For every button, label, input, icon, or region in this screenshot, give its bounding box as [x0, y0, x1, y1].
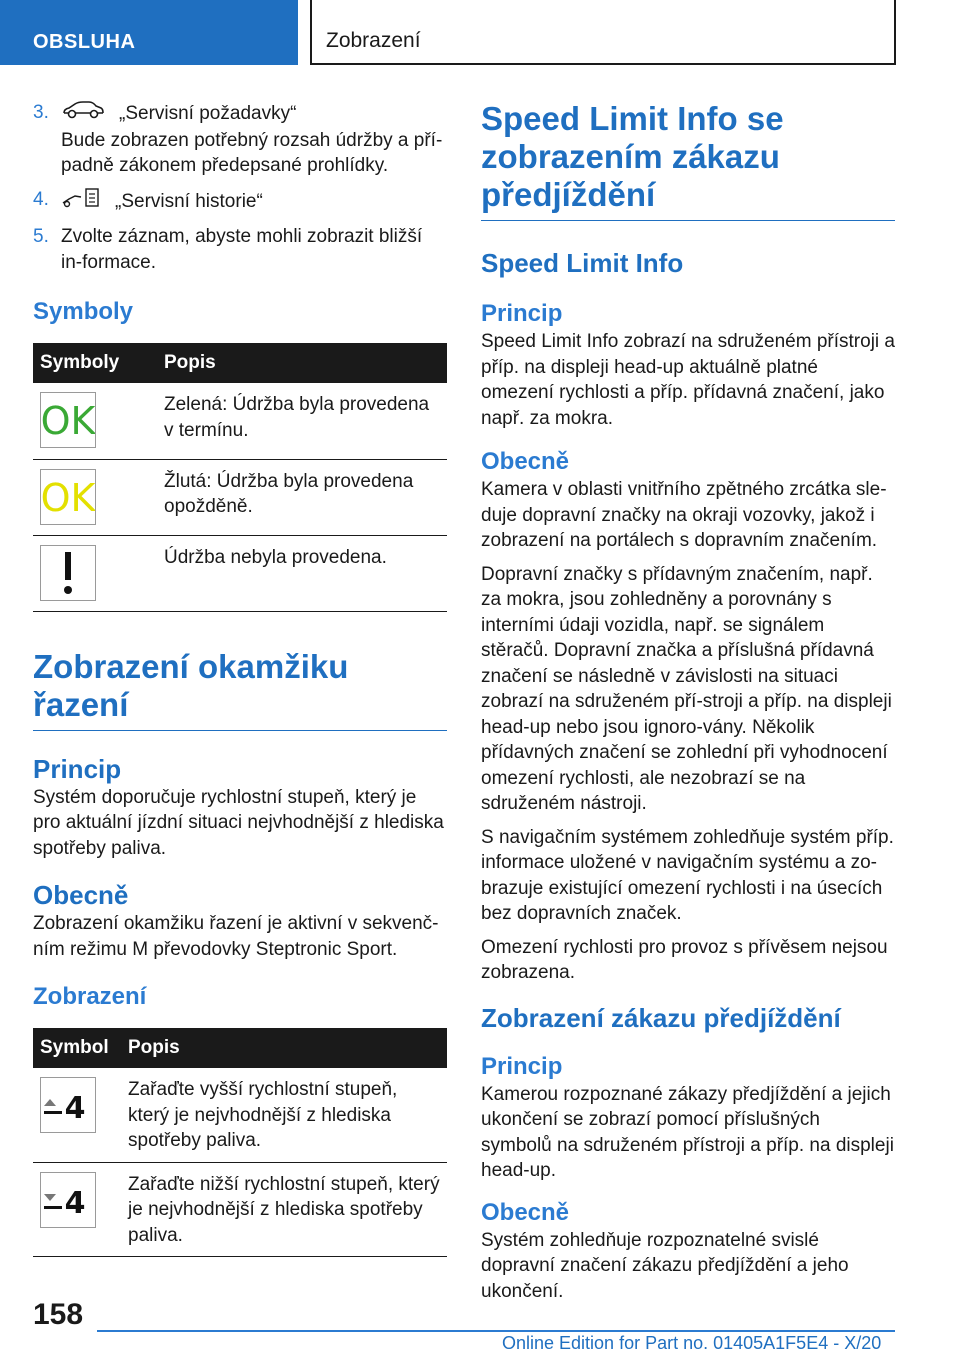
shift-obecne-heading: Obecně	[33, 880, 129, 910]
step-number: 3.	[33, 102, 49, 123]
svg-text:OK: OK	[41, 400, 95, 440]
gear-down-icon	[40, 1172, 96, 1228]
car-history-icon	[61, 187, 101, 217]
chapter-title: Zobrazení	[326, 29, 421, 52]
ok-green-icon	[40, 392, 96, 448]
sli-princip-heading: Princip	[481, 300, 563, 327]
table-header: Symboly	[33, 343, 157, 383]
paragraph: Systém doporučuje rychlostní stupeň, který je pro aktuální jízdní situaci nejvhodnější z hlediska spotřeby paliva.	[33, 786, 444, 859]
step-number: 5.	[33, 226, 49, 247]
section-tab	[0, 0, 298, 65]
shift-princip-heading: Princip	[33, 753, 122, 784]
table-row	[33, 535, 447, 611]
exclamation-icon	[40, 545, 96, 601]
car-service-icon	[61, 100, 105, 128]
paragraph: Kamera v oblasti vnitřního zpětného zrcátka sle-duje dopravní značky na okraji vozovky, jakož i zobrazení na portálech s dopravním značením.	[481, 479, 887, 551]
step-text: Zvolte záznam, abyste mohli zobrazit bližší in-formace.	[61, 226, 423, 273]
speed-title-block	[481, 100, 895, 221]
zakaz-princip-heading: Princip	[481, 1052, 563, 1080]
table-row	[33, 383, 447, 459]
footer-divider	[97, 1330, 895, 1332]
table-header: Popis	[121, 1028, 447, 1068]
step-item	[33, 224, 447, 275]
gear-up-icon	[40, 1077, 96, 1133]
paragraph: Omezení rychlosti pro provoz s přívěsem nejsou zobrazena.	[481, 936, 888, 983]
sli-obecne-heading: Obecně	[481, 448, 570, 475]
step-text: „Servisní historie“	[115, 190, 263, 212]
right-column	[481, 100, 895, 1312]
edition-text: Online Edition for Part no. 01405A1F5E4 - X/20	[502, 1333, 882, 1353]
table-header: Popis	[157, 343, 447, 383]
ok-yellow-icon	[40, 469, 96, 525]
sli-heading: Speed Limit Info	[481, 248, 684, 278]
shift-title-block	[33, 648, 447, 731]
speed-title: Speed Limit Info se zobrazením zákazu předjíždění	[481, 100, 784, 213]
table-cell: Zařaďte vyšší rychlostní stupeň, který je nejvhodnější z hlediska spotřeby paliva.	[121, 1068, 447, 1162]
zakaz-obecne-heading: Obecně	[481, 1198, 570, 1226]
shift-table	[33, 1028, 447, 1257]
table-row	[33, 1162, 447, 1257]
step-item	[33, 187, 447, 217]
step-number: 4.	[33, 188, 49, 210]
step-subtext: Bude zobrazen potřebný rozsah údržby a pří-padně zákonem předepsané prohlídky.	[61, 129, 443, 176]
table-cell: Zařaďte nižší rychlostní stupeň, který je nejvhodnější z hlediska spotřeby paliva.	[121, 1162, 447, 1257]
chapter-tab	[310, 0, 896, 65]
shift-title: Zobrazení okamžiku řazení	[33, 647, 349, 723]
svg-text:OK: OK	[41, 476, 95, 517]
paragraph: Speed Limit Info zobrazí na sdruženém přístroji a příp. na displeji head-up aktuálně platné omezení rychlosti a příp. přídavná značení, jako např. za mokra.	[481, 331, 895, 429]
table-row	[33, 459, 447, 535]
paragraph: Systém zohledňuje rozpoznatelné svislé dopravní značení zákazu předjíždění a jeho ukončení.	[481, 1229, 849, 1302]
step-item	[33, 100, 447, 179]
symbols-heading: Symboly	[33, 298, 134, 325]
paragraph: Dopravní značky s přídavným značením, např. za mokra, jsou zohledněny a porovnány s interními údaji vozidla, např. se signálem stěračů. Dopravní značka a příslušná přídavná značení se následně v závislosti na situaci zobrazí na sdruženém pří-stroji a příp. na displeji head-up nebo jsou ignoro-vány. Několik přídavných značení se zohlední při vyhodnocení omezení rychlosti, ale nezobrazí se na sdruženém nástroji.	[481, 563, 892, 814]
section-label: OBSLUHA	[33, 31, 136, 53]
symbols-table	[33, 343, 447, 612]
step-text: „Servisní požadavky“	[119, 102, 297, 124]
page-number: 158	[33, 1298, 84, 1331]
zakaz-heading: Zobrazení zákazu předjíždění	[481, 1002, 841, 1033]
table-row	[33, 1068, 447, 1162]
table-cell: Údržba nebyla provedena.	[157, 535, 447, 611]
table-header: Symbol	[33, 1028, 121, 1068]
paragraph: Kamerou rozpoznané zákazy předjíždění a jejich ukončení se zobrazí pomocí příslušných symbolů na sdruženém přístroji a příp. na displeji head-up.	[481, 1083, 894, 1181]
paragraph: S navigačním systémem zohledňuje systém příp. informace uložené v navigačním systému a zo-brazuje existující omezení rychlosti i na úsecích bez dopravních značek.	[481, 826, 894, 924]
left-column	[33, 100, 447, 1257]
svg-text:4: 4	[64, 1091, 86, 1120]
step-list	[33, 100, 447, 275]
paragraph: Zobrazení okamžiku řazení je aktivní v sekvenč-ním režimu M převodovky Steptronic Sport.	[33, 913, 439, 960]
table-cell: Žlutá: Údržba byla provedena opožděně.	[157, 459, 447, 535]
svg-text:4: 4	[64, 1185, 86, 1215]
shift-display-heading: Zobrazení	[33, 983, 147, 1010]
table-cell: Zelená: Údržba byla provedena v termínu.	[157, 383, 447, 459]
